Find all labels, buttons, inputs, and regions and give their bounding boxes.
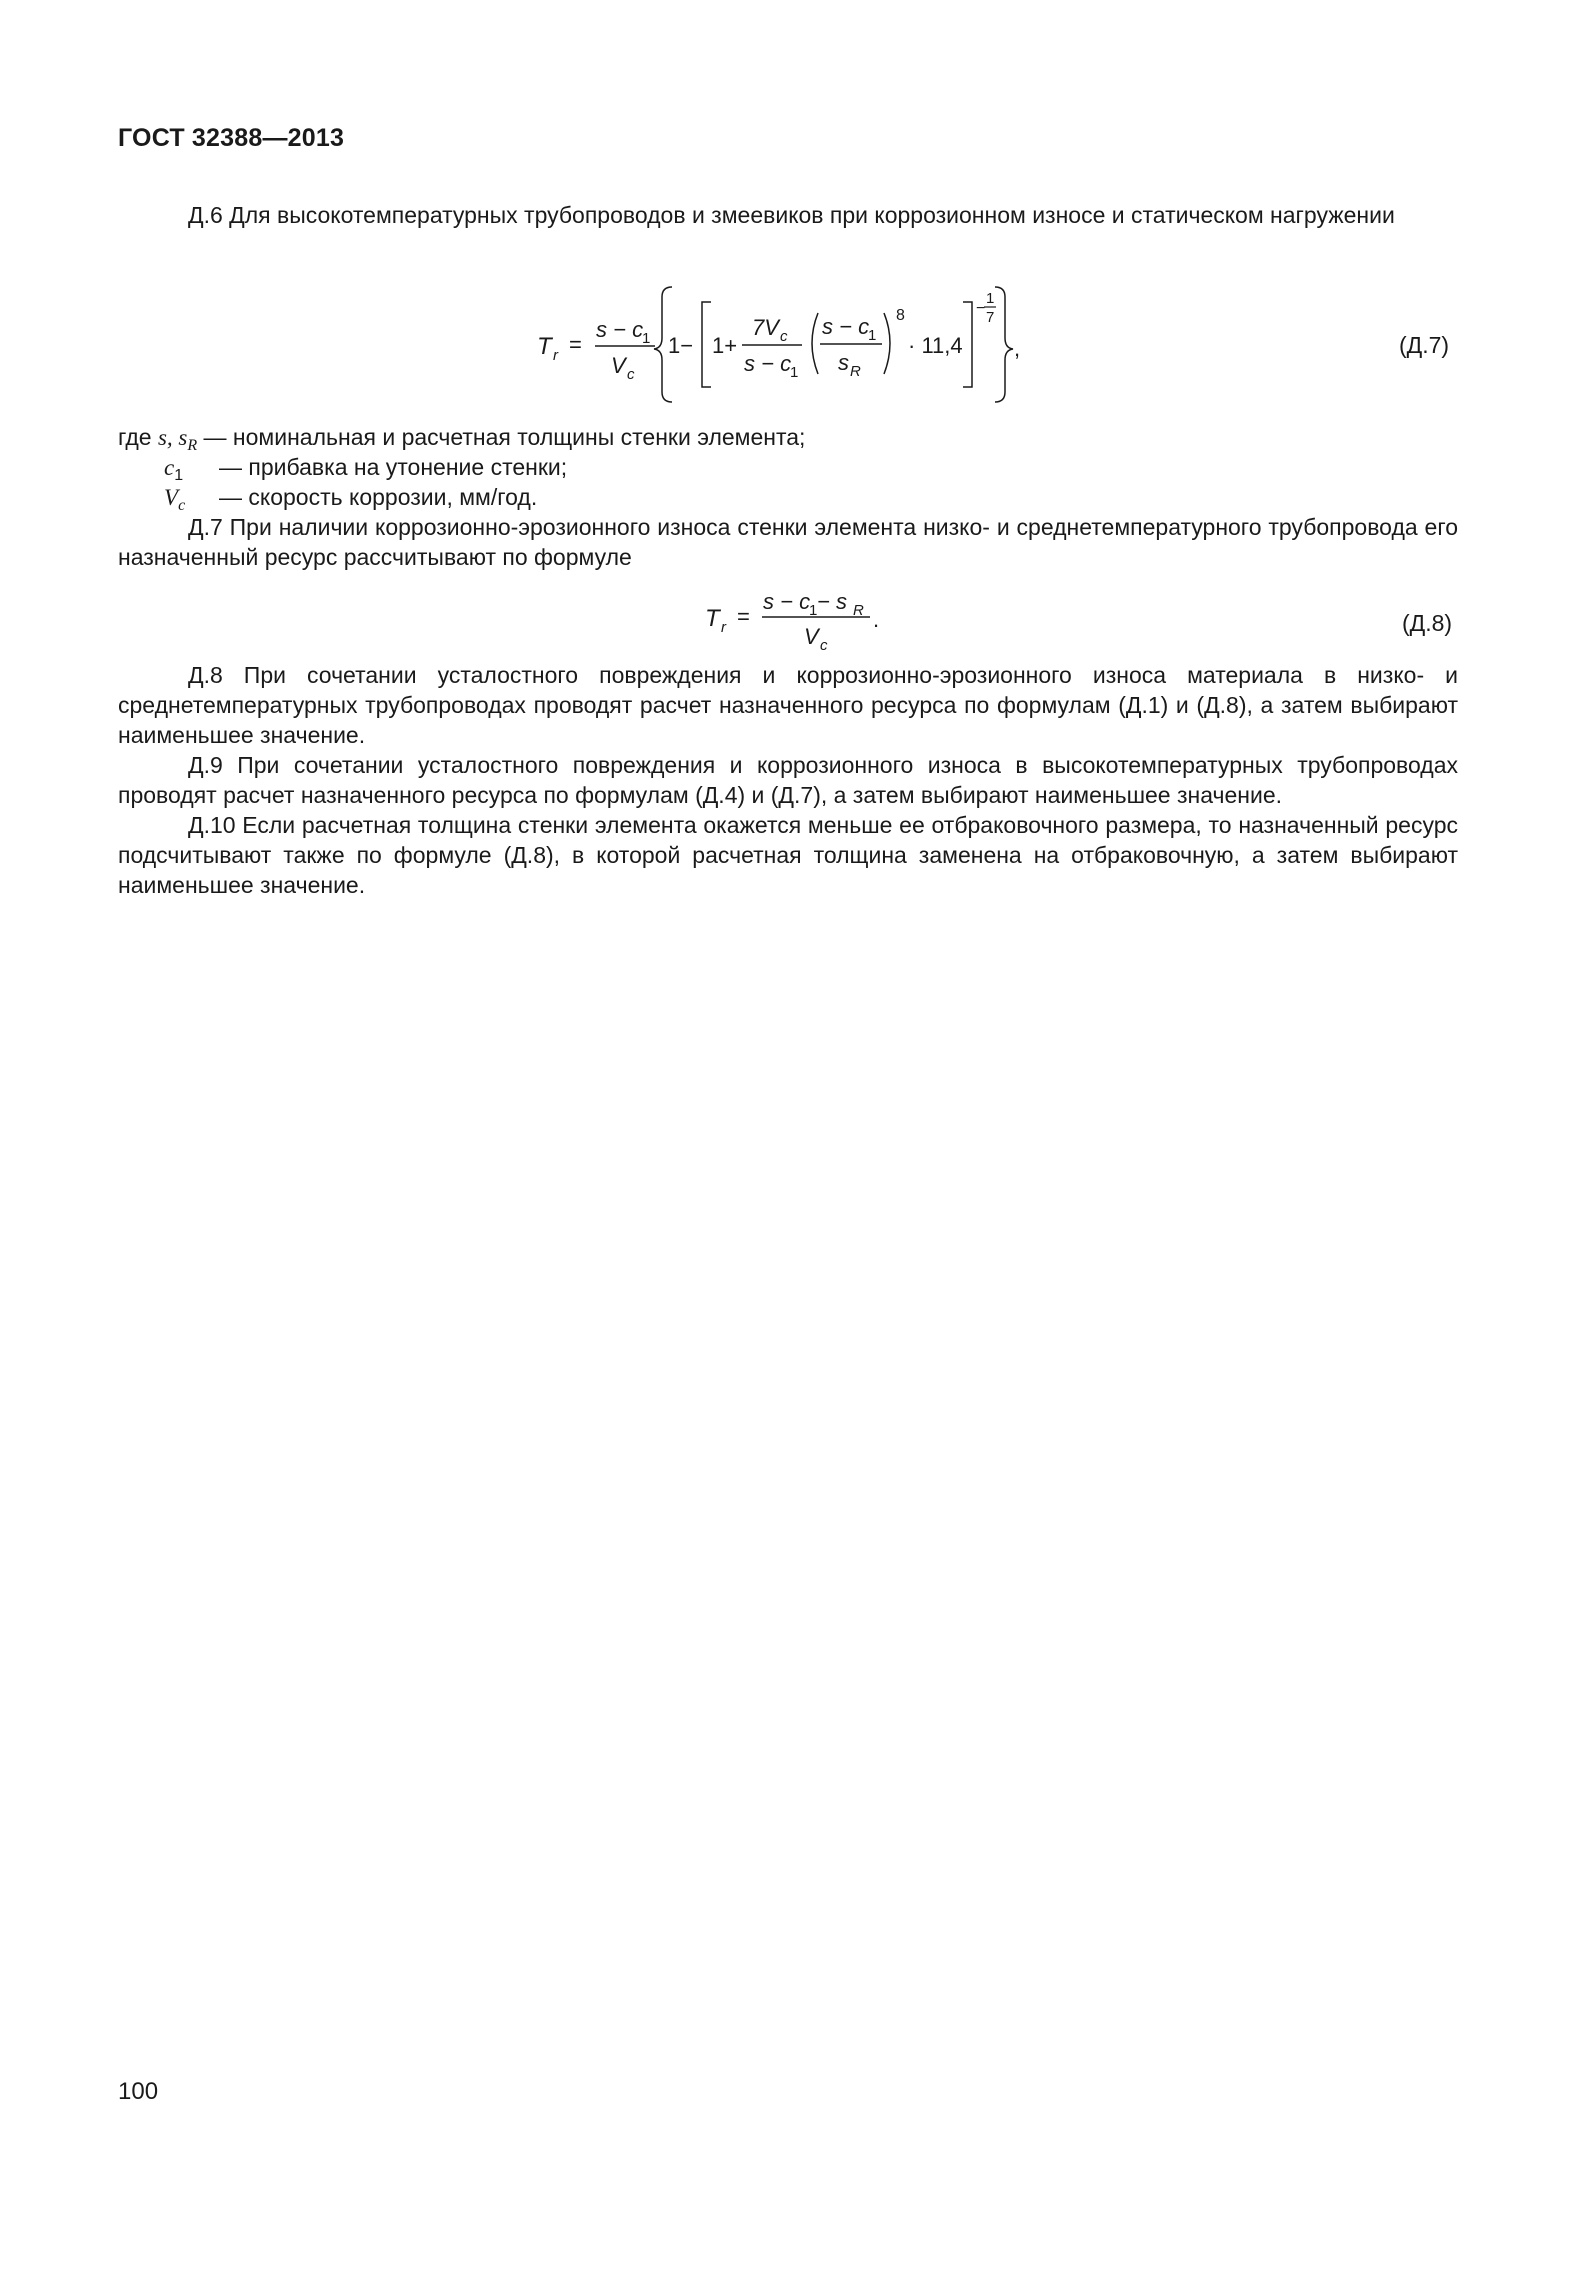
formula-d8-eq: = [737,604,750,629]
formula-d7-f1-den: V [611,353,626,378]
formula-d7-lhs: T [537,333,552,360]
formula-d8-lhs: T [705,605,720,632]
formula-d7-f2-den-sub: 1 [790,364,799,381]
formula-d8-den: V [804,624,819,649]
formula-d7-exp-den: 7 [986,309,995,326]
paragraph-d9 [118,750,1458,810]
formula-d7-f1-num-sub: 1 [642,330,651,347]
formula-d8-den-sub: c [820,637,828,654]
formula-d7-one-minus: 1− [668,333,694,358]
formula-d7-eq: = [569,332,582,357]
formula-d7-f2-num-sub: c [780,328,788,345]
formula-d8-num-mid: − s [817,589,847,614]
paragraph-d8-text: Д.8 При сочетании усталостного повреждения и коррозионно-эрозионного износа материала в низко- и среднетемпературных трубопроводах проводят расчет назначенного ресурса по формулам (Д.1) и (Д.8), а затем выбирают наименьшее значение. [118,662,1458,748]
where-c1-symbol: c [164,455,175,480]
formula-d8-num-sub2: R [853,602,864,619]
paragraph-d9-text: Д.9 При сочетании усталостного повреждения и коррозионного износа в высокотемпературных трубопроводах проводят расчет назначенного ресурса по формулам (Д.4) и (Д.7), а затем выбирают наименьшее значение. [118,752,1458,808]
where-prefix: где [118,424,152,450]
formula-d7-f2-num: 7V [752,315,779,340]
formula-d7-f3-num: s − c [822,314,870,339]
formula-d7-one-plus: 1+ [712,333,738,358]
document-header: ГОСТ 32388—2013 [118,124,345,152]
where-c1-desc: — прибавка на утонение стенки; [219,454,568,480]
formula-d8-trail: . [873,607,880,632]
paragraph-d10-text: Д.10 Если расчетная толщина стенки элемента окажется меньше ее отбраковочного размера, то назначенный ресурс подсчитывают также по формуле (Д.8), в которой расчетная толщина заменена на отбраковочную, а затем выбирают наименьшее значение. [118,812,1458,898]
formula-d7-label: (Д.7) [1399,332,1450,358]
formula-d8-label: (Д.8) [1402,610,1453,636]
paragraph-d6-text: Д.6 Для высокотемпературных трубопроводов и змеевиков при коррозионном износе и статическом нагружении [188,202,1395,228]
paragraph-d7-text: Д.7 При наличии коррозионно-эрозионного износа стенки элемента низко- и среднетемпературного трубопровода его назначенный ресурс рассчитывают по формуле [118,514,1458,570]
formula-d7-lhs-sub: r [553,347,558,364]
formula-d7-trail: , [1014,336,1021,361]
formula-d7-f1-num: s − c [596,317,644,342]
where-vc-desc: — скорость коррозии, мм/год. [219,484,538,510]
where-vc-symbol: V [164,485,179,510]
where-vc-sub: c [178,497,186,514]
formula-d7-mult: · 11,4 [908,333,963,358]
where-c1-sub: 1 [174,467,184,484]
formula-d8-num: s − c [763,589,811,614]
page-number: 100 [118,2078,159,2105]
where-s-symbol: s, s [157,425,188,450]
formula-d7-f3-den-sub: R [850,363,861,380]
formula-d7-f3-num-sub: 1 [868,327,877,344]
formula-d7-f1-den-sub: c [627,366,635,383]
formula-d7-f3-den: s [838,350,849,375]
formula-d7-exp-num: 1 [986,290,995,307]
where-s-desc: — номинальная и расчетная толщины стенки элемента; [203,424,806,450]
formula-d7-power: 8 [896,307,905,324]
formula-d7-f2-den: s − c [744,351,792,376]
formula-d8-lhs-sub: r [721,619,726,636]
paragraph-d8 [118,660,1458,750]
paragraph-d10 [118,810,1458,900]
formula-d7-exp-sign: − [976,300,986,317]
formula-d8-num-sub1: 1 [809,602,818,619]
where-s-sub: R [187,437,198,454]
